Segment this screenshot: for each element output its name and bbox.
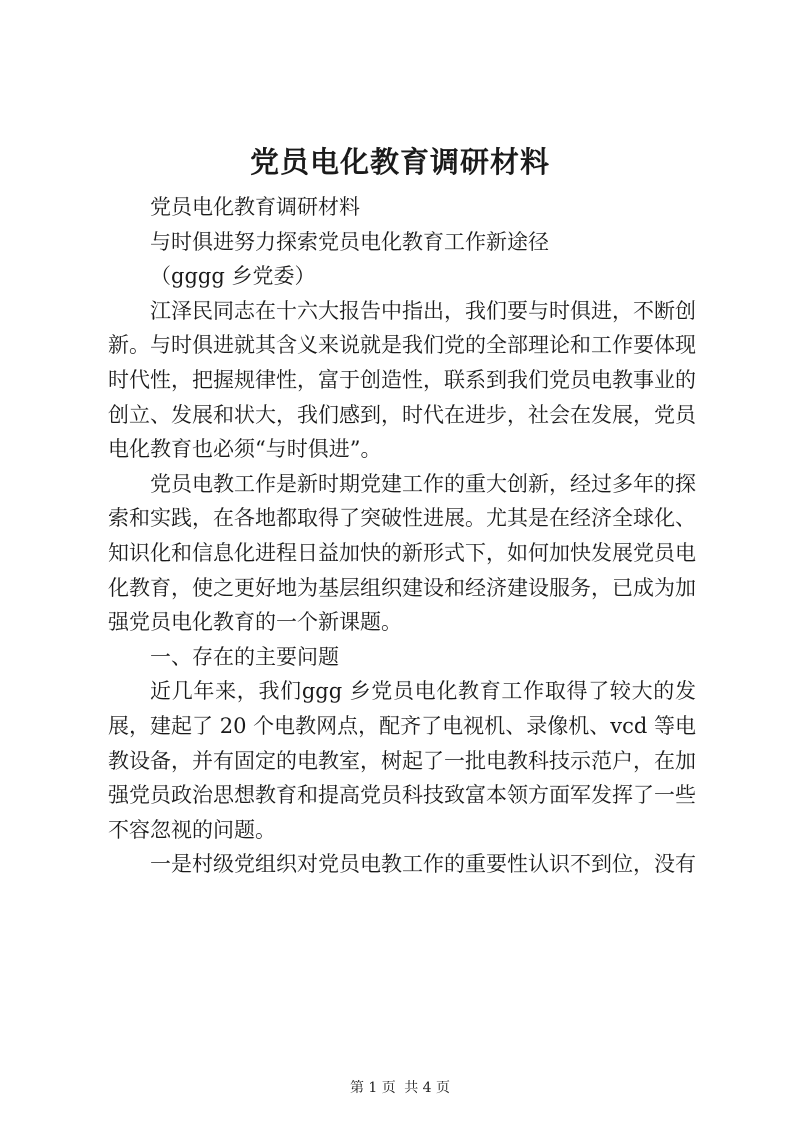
- document-body: [108, 190, 696, 882]
- body-paragraph: 近几年来，我们ggg 乡党员电化教育工作取得了较大的发展，建起了 20 个电教网点，配齐了电视机、录像机、vcd 等电教设备，并有固定的电教室，树起了一批电教科技示范户，在加强党员政治思想教育和提高党员科技致富本领方面军发挥了一些不容忽视的问题。: [108, 679, 696, 842]
- page-number: 第 1 页: [349, 1080, 396, 1096]
- page-total: 共 4 页: [404, 1080, 451, 1096]
- subtitle-line: 党员电化教育调研材料: [150, 195, 360, 219]
- section-heading: 一、存在的主要问题: [150, 644, 339, 669]
- body-paragraph: 一是村级党组织对党员电教工作的重要性认识不到位，没有: [150, 852, 696, 877]
- body-paragraph: 江泽民同志在十六大报告中指出，我们要与时俱进，不断创新。与时俱进就其含义来说就是我们党的全部理论和工作要体现时代性，把握规律性，富于创造性，联系到我们党员电教事业的创立、发展和状大，我们感到，时代在进步，社会在发展，党员电化教育也必须“与时俱进”。: [108, 298, 696, 462]
- document-title: 党员电化教育调研材料: [249, 145, 550, 179]
- body-paragraph: 党员电教工作是新时期党建工作的重大创新，经过多年的探索和实践，在各地都取得了突破性进展。尤其是在经济全球化、知识化和信息化进程日益加快的新形式下，如何加快发展党员电化教育，使之更好地为基层组织建设和经济建设服务，已成为加强党员电化教育的一个新课题。: [108, 471, 696, 635]
- page-footer: [0, 1077, 800, 1097]
- heading-line: 与时俱进努力探索党员电化教育工作新途径: [150, 229, 549, 254]
- author-line: （gggg 乡党委）: [150, 264, 316, 289]
